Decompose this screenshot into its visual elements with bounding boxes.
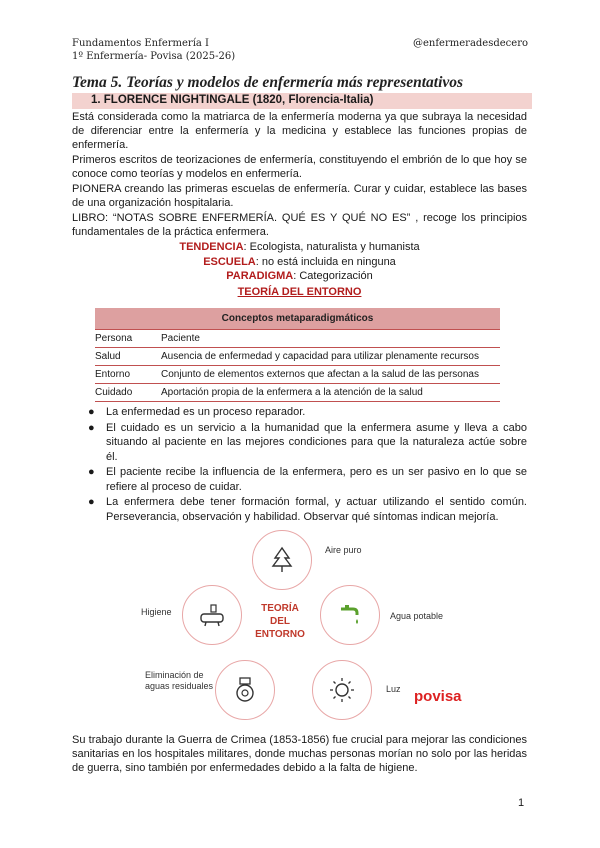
closing-paragraph: Su trabajo durante la Guerra de Crimea (1853-1856) fue crucial para mejorar las condiciones sanitarias en los hospitales militares, donde muchas personas morían no solo por las heridas de guerra, sino también por enfermedades debido a la falta de higiene. [72,734,527,775]
logo-text: povisa [414,688,462,705]
list-item [72,495,527,524]
bullet-icon: ● [88,406,95,418]
section-heading-bar [72,93,532,109]
table-row [95,384,500,402]
escuela-line [72,255,527,269]
table-key: Persona [95,330,161,348]
table-key: Cuidado [95,384,161,402]
center-line: ENTORNO [255,629,305,640]
table-key: Entorno [95,366,161,384]
escuela-label: ESCUELA [203,256,256,268]
paradigma-value: : Categorización [293,270,373,282]
page-number: 1 [518,797,525,809]
list-item-text: La enfermedad es un proceso reparador. [106,406,306,418]
table-row [95,366,500,384]
paradigma-line [72,269,527,283]
paradigma-label: PARADIGMA [226,270,294,282]
eliminacion-label: Eliminación de aguas residuales [145,670,214,691]
paragraph: PIONERA creando las primeras escuelas de enfermería. Curar y cuidar, establece las bases de una organización hospitalaria. [72,183,527,210]
paragraph: Primeros escritos de teorizaciones de enfermería, constituyendo el embrión de lo que hoy se conoce como teorías y modelos en enfermería. [72,154,527,181]
list-item [72,405,527,420]
section-heading: 1. FLORENCE NIGHTINGALE (1820, Florencia-Italia) [91,94,374,106]
tendencia-value: : Ecologista, naturalista y humanista [243,241,420,253]
list-item-text: El paciente recibe la influencia de la enfermera, pero es un ser pasivo en lo que se refiere al proceso de cuidar. [106,466,527,493]
center-line: TEORÍA [261,603,299,614]
metaparadigm-table [95,308,500,402]
bullet-icon: ● [88,466,95,478]
page-header-left [72,37,235,63]
theory-title: TEORÍA DEL ENTORNO [237,286,362,298]
toilet-icon [230,675,260,705]
aire-puro-label: Aire puro [325,545,362,555]
aire-puro-circle [252,530,312,590]
tendencia-label: TENDENCIA [179,241,244,253]
tendencia-line [72,240,527,254]
paragraph: Está considerada como la matriarca de la enfermería moderna ya que subraya la necesidad de diferenciar entre la enfermería y la medicina y establece las funciones propias de enfermería. [72,111,527,152]
sun-icon [327,675,357,705]
bullet-icon: ● [88,496,95,508]
center-line: DEL [270,616,290,627]
tree-icon [267,545,297,575]
luz-label: Luz [386,684,401,694]
faucet-icon [335,600,365,630]
theory-heading [72,285,527,299]
page-title: Tema 5. Teorías y modelos de enfermería más representativos [72,74,464,91]
bullet-icon: ● [88,421,95,434]
list-item-text: El cuidado es un servicio a la humanidad que la enfermera asume y lleva a cabo situando al paciente en las mejores condiciones para que la naturaleza actúe sobre él. [106,421,527,463]
agua-potable-label: Agua potable [390,611,444,621]
luz-circle [312,660,372,720]
list-item-text: La enfermera debe tener formación formal, y actuar utilizando el sentido común. Perseverancia, observación y habilidad. Observar qué síntomas indican mejoría. [106,496,527,523]
table-value: Conjunto de elementos externos que afectan a la salud de las personas [161,366,500,384]
table-value: Paciente [161,330,500,348]
povisa-logo [414,688,462,705]
list-item [72,465,527,494]
paragraph: LIBRO: “NOTAS SOBRE ENFERMERÍA. QUÉ ES Y QUÉ NO ES” , recoge los principios fundamentales de la práctica enfermera. [72,212,527,239]
course-name: Fundamentos Enfermería I [72,38,209,49]
bathtub-icon [197,600,227,630]
table-header-row [95,308,500,330]
escuela-value: : no está incluida en ninguna [255,256,396,268]
bullet-list [72,405,527,525]
diagram-center-title [250,602,310,641]
table-title: Conceptos metaparadigmáticos [95,308,500,330]
higiene-label: Higiene [141,607,172,617]
list-item [72,421,527,465]
table-value: Ausencia de enfermedad y capacidad para utilizar plenamente recursos [161,348,500,366]
course-year: 1º Enfermería- Povisa (2025-26) [72,51,236,62]
table-key: Salud [95,348,161,366]
agua-potable-circle [320,585,380,645]
table-row [95,348,500,366]
table-value: Aportación propia de la enfermera a la atención de la salud [161,384,500,402]
higiene-circle [182,585,242,645]
table-row [95,330,500,348]
eliminacion-circle [215,660,275,720]
author-handle: @enfermeradesdecero [413,38,528,49]
